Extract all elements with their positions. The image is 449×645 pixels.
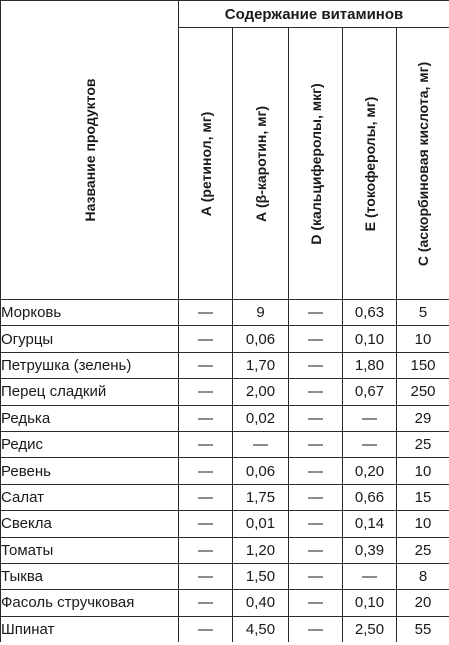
product-name: Перец сладкий (1, 379, 179, 405)
cell-carotene: 1,75 (233, 484, 289, 510)
product-name-header-label: Название продуктов (81, 78, 98, 222)
cell-ascorbic: 150 (397, 352, 449, 378)
cell-retinol: — (179, 537, 233, 563)
cell-retinol: — (179, 484, 233, 510)
cell-retinol: — (179, 431, 233, 457)
cell-tocopherol: 2,50 (343, 616, 397, 642)
table-row (1, 405, 449, 431)
product-name: Томаты (1, 537, 179, 563)
cell-retinol: — (179, 300, 233, 326)
column-header-label: А (β-каротин, мг) (252, 105, 269, 222)
column-header-carotene (233, 28, 289, 300)
cell-ascorbic: 29 (397, 405, 449, 431)
cell-calciferol: — (289, 300, 343, 326)
table-row (1, 563, 449, 589)
product-name-header (1, 1, 179, 300)
cell-tocopherol: — (343, 431, 397, 457)
cell-ascorbic: 10 (397, 326, 449, 352)
cell-tocopherol: — (343, 563, 397, 589)
cell-calciferol: — (289, 405, 343, 431)
cell-calciferol: — (289, 458, 343, 484)
table-row (1, 300, 449, 326)
cell-carotene: 0,01 (233, 511, 289, 537)
cell-ascorbic: 55 (397, 616, 449, 642)
product-name: Редька (1, 405, 179, 431)
cell-carotene: 0,06 (233, 326, 289, 352)
cell-carotene: 2,00 (233, 379, 289, 405)
column-header-retinol (179, 28, 233, 300)
cell-ascorbic: 15 (397, 484, 449, 510)
column-header-label: D (кальциферолы, мкг) (307, 82, 324, 245)
column-header-label: С (аскорбиновая кислота, мг) (415, 61, 432, 266)
cell-calciferol: — (289, 352, 343, 378)
product-name: Тыква (1, 563, 179, 589)
table-row (1, 352, 449, 378)
cell-ascorbic: 250 (397, 379, 449, 405)
cell-retinol: — (179, 616, 233, 642)
cell-tocopherol: 0,67 (343, 379, 397, 405)
column-header-calciferol (289, 28, 343, 300)
column-header-label: А (ретинол, мг) (197, 111, 214, 216)
column-header-ascorbic (397, 28, 449, 300)
product-name: Фасоль стручковая (1, 590, 179, 616)
cell-ascorbic: 20 (397, 590, 449, 616)
cell-calciferol: — (289, 484, 343, 510)
cell-tocopherol: 0,10 (343, 326, 397, 352)
cell-carotene: 1,20 (233, 537, 289, 563)
cell-ascorbic: 5 (397, 300, 449, 326)
column-header-label: Е (токоферолы, мг) (361, 96, 378, 231)
cell-calciferol: — (289, 511, 343, 537)
table-row (1, 379, 449, 405)
cell-tocopherol: 0,10 (343, 590, 397, 616)
cell-ascorbic: 25 (397, 431, 449, 457)
product-name: Морковь (1, 300, 179, 326)
cell-carotene: 1,50 (233, 563, 289, 589)
cell-tocopherol: 0,63 (343, 300, 397, 326)
cell-calciferol: — (289, 537, 343, 563)
cell-retinol: — (179, 405, 233, 431)
table-row (1, 511, 449, 537)
cell-tocopherol: 0,20 (343, 458, 397, 484)
cell-calciferol: — (289, 326, 343, 352)
cell-carotene: 0,06 (233, 458, 289, 484)
cell-carotene: 1,70 (233, 352, 289, 378)
vitamin-group-header: Содержание витаминов (179, 1, 449, 28)
cell-tocopherol: 1,80 (343, 352, 397, 378)
cell-retinol: — (179, 352, 233, 378)
table-row (1, 537, 449, 563)
table-row (1, 458, 449, 484)
product-name: Салат (1, 484, 179, 510)
cell-retinol: — (179, 563, 233, 589)
cell-calciferol: — (289, 563, 343, 589)
cell-ascorbic: 10 (397, 511, 449, 537)
cell-ascorbic: 25 (397, 537, 449, 563)
table-body (1, 300, 449, 643)
cell-calciferol: — (289, 379, 343, 405)
cell-tocopherol: 0,66 (343, 484, 397, 510)
table-row (1, 484, 449, 510)
table-row (1, 326, 449, 352)
product-name: Редис (1, 431, 179, 457)
product-name: Шпинат (1, 616, 179, 642)
column-header-tocopherol (343, 28, 397, 300)
cell-carotene: 0,40 (233, 590, 289, 616)
cell-retinol: — (179, 511, 233, 537)
cell-retinol: — (179, 590, 233, 616)
cell-carotene: — (233, 431, 289, 457)
product-name: Огурцы (1, 326, 179, 352)
cell-ascorbic: 10 (397, 458, 449, 484)
cell-retinol: — (179, 458, 233, 484)
cell-retinol: — (179, 326, 233, 352)
product-name: Ревень (1, 458, 179, 484)
cell-tocopherol: — (343, 405, 397, 431)
header-row-group (1, 1, 449, 28)
cell-ascorbic: 8 (397, 563, 449, 589)
cell-carotene: 4,50 (233, 616, 289, 642)
cell-tocopherol: 0,39 (343, 537, 397, 563)
cell-carotene: 9 (233, 300, 289, 326)
cell-retinol: — (179, 379, 233, 405)
product-name: Свекла (1, 511, 179, 537)
cell-carotene: 0,02 (233, 405, 289, 431)
table-row (1, 590, 449, 616)
table-row (1, 431, 449, 457)
table-row (1, 616, 449, 642)
cell-calciferol: — (289, 431, 343, 457)
cell-tocopherol: 0,14 (343, 511, 397, 537)
product-name: Петрушка (зелень) (1, 352, 179, 378)
cell-calciferol: — (289, 616, 343, 642)
cell-calciferol: — (289, 590, 343, 616)
